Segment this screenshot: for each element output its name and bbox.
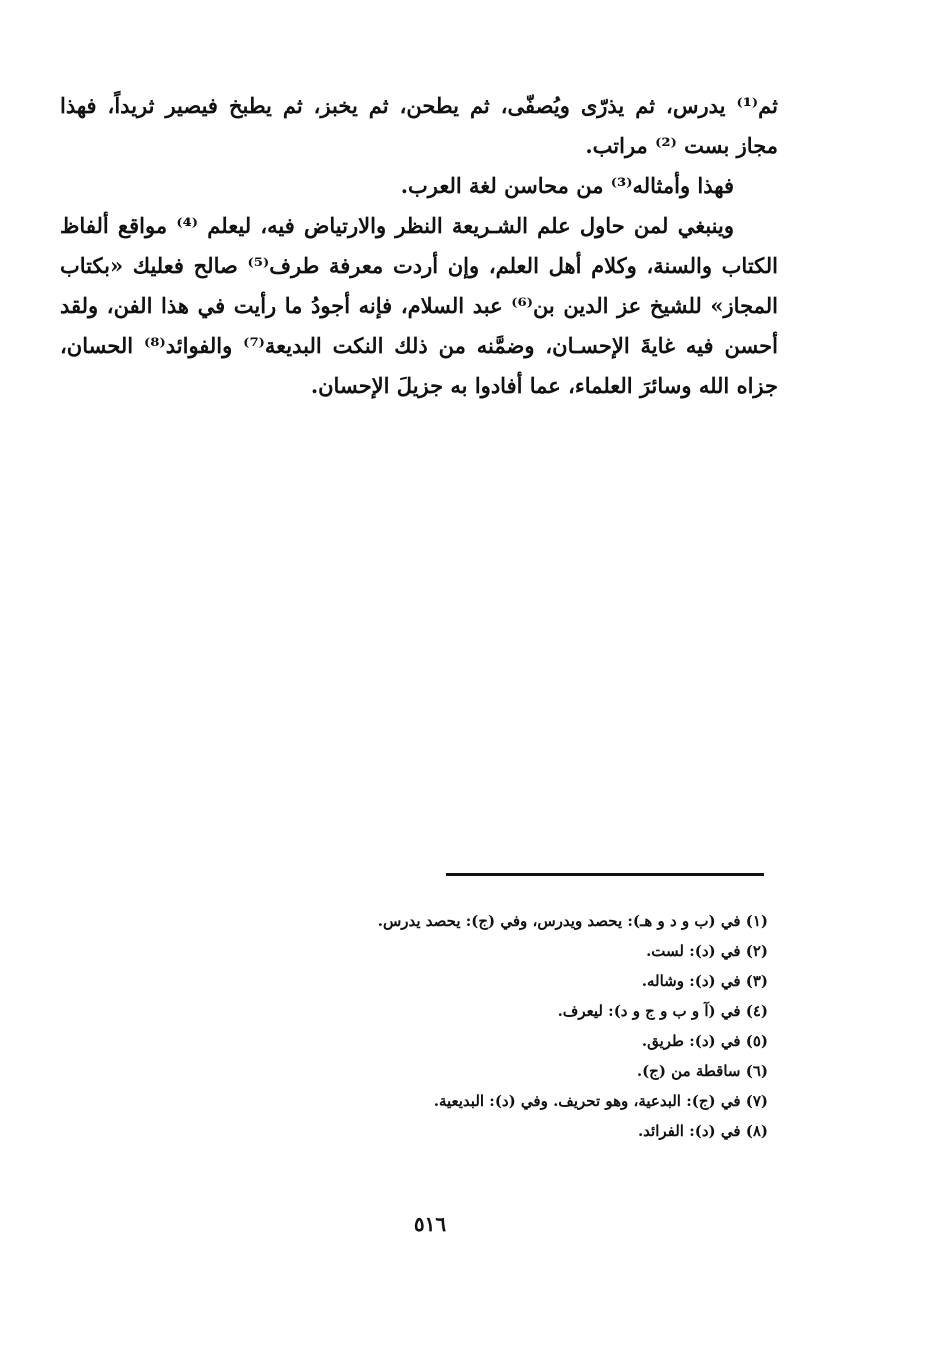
footnote-6: (٦) ساقطة من (ج). — [636, 1062, 768, 1080]
footnote-3: (٣) في (د): وشاله. — [641, 972, 768, 990]
footnote-8: (٨) في (د): الفرائد. — [637, 1122, 768, 1140]
footnote-5: (٥) في (د): طريق. — [641, 1032, 768, 1050]
paragraph-3: وينبغي لمن حاول علم الشـريعة النظر والارتياض فيه، ليعلم ⁽⁴⁾ مواقع ألفاظ الكتاب والسنة، وكلام أهل العلم، وإن أردت معرفة طرف⁽⁵⁾ صالح فعليك «بكتاب المجاز» للشيخ عز الدين بن⁽⁶⁾ عبد السلام، فإنه أجودُ ما رأيت في هذا الفن، ولقد أحسن فيه غايةَ الإحسـان، وضمَّنه من ذلك النكت البديعة⁽⁷⁾ والفوائد⁽⁸⁾ الحسان، جزاه الله وسائرَ العلماء، عما أفادوا به جزيلَ الإحسان. — [60, 213, 778, 398]
footnote-4: (٤) في (آ و ب و ج و د): ليعرف. — [557, 1002, 768, 1020]
main-text — [60, 86, 778, 406]
page-number: ٥١٦ — [413, 1212, 447, 1236]
footnote-1: (١) في (ب و د و هـ): يحصد ويدرس، وفي (ج): يحصد يدرس. — [377, 912, 768, 930]
footnote-7: (٧) في (ج): البدعية، وهو تحريف. وفي (د): البديعية. — [433, 1092, 768, 1110]
paragraph-2: فهذا وأمثاله⁽³⁾ من محاسن لغة العرب. — [400, 173, 734, 198]
footnote-2: (٢) في (د): لست. — [646, 942, 768, 960]
paragraph-1: ثم⁽¹⁾ يدرس، ثم يذرّى ويُصفّى، ثم يطحن، ثم يخبز، ثم يطبخ فيصير ثريداً، فهذا مجاز بست ⁽²⁾ مراتب. — [60, 93, 778, 158]
footnotes — [140, 906, 768, 1146]
footnote-separator — [446, 873, 764, 876]
